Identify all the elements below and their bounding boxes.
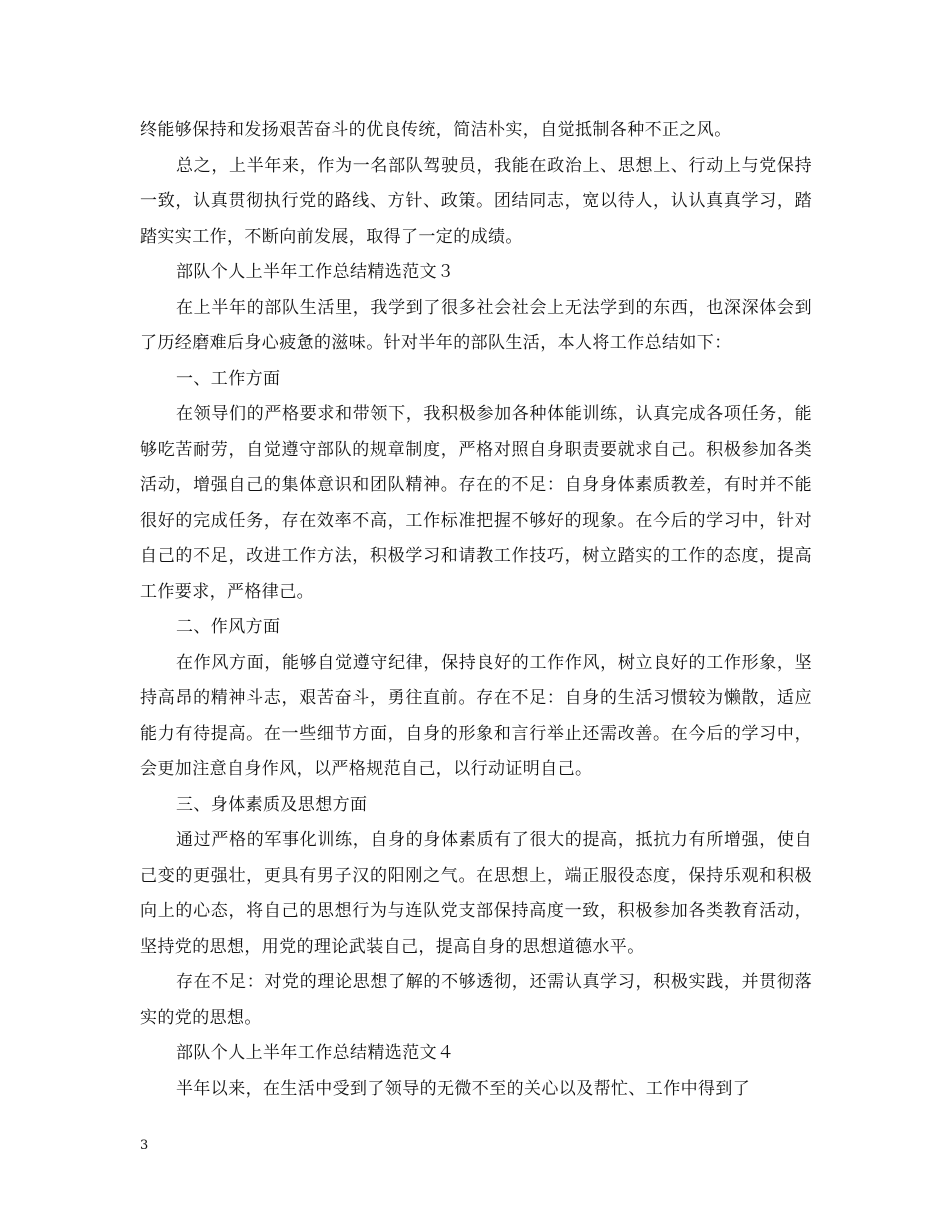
subheading-work: 一、工作方面 xyxy=(176,368,281,389)
paragraph-intro: 在上半年的部队生活里，我学到了很多社会社会上无法学到的东西，也深深体会到了历经磨难后身心疲惫的滋味。针对半年的部队生活，本人将工作总结如下： xyxy=(140,297,812,353)
document-body xyxy=(140,113,812,1107)
section-heading-sample-3: 部队个人上半年工作总结精选范文３ xyxy=(176,262,455,282)
paragraph-2: 总之，上半年来，作为一名部队驾驶员，我能在政治上、思想上、行动上与党保持一致，认真贯彻执行党的路线、方针、政策。团结同志，宽以待人，认认真真学习，踏踏实实工作，不断向前发展，取得了一定的成绩。 xyxy=(140,155,812,247)
page-number: 3 xyxy=(140,1138,149,1153)
paragraph-fitness-thought: 通过严格的军事化训练，自身的身体素质有了很大的提高，抵抗力有所增强，使自己变的更强壮，更具有男子汉的阳刚之气。在思想上，端正服役态度，保持乐观和积极向上的心态，将自己的思想行为与连队党支部保持高度一致，积极参加各类教育活动，坚持党的思想，用党的理论武装自己，提高自身的思想道德水平。 xyxy=(140,830,812,957)
subheading-style: 二、作风方面 xyxy=(176,617,281,637)
paragraph-work: 在领导们的严格要求和带领下，我积极参加各种体能训练，认真完成各项任务，能够吃苦耐劳，自觉遵守部队的规章制度，严格对照自身职责要就求自己。积极参加各类活动，增强自己的集体意识和团队精神。存在的不足：自身身体素质教差，有时并不能很好的完成任务，存在效率不高，工作标准把握不够好的现象。在今后的学习中，针对自己的不足，改进工作方法，积极学习和请教工作技巧，树立踏实的工作的态度，提高工作要求，严格律己。 xyxy=(140,404,812,602)
section-heading-sample-4: 部队个人上半年工作总结精选范文４ xyxy=(176,1043,455,1063)
subheading-fitness-thought: 三、身体素质及思想方面 xyxy=(176,794,368,815)
paragraph-sample-4-start: 半年以来，在生活中受到了领导的无微不至的关心以及帮忙、工作中得到了 xyxy=(176,1078,751,1099)
paragraph-style: 在作风方面，能够自觉遵守纪律，保持良好的工作作风，树立良好的工作形象，坚持高昂的精神斗志，艰苦奋斗，勇往直前。存在不足：自身的生活习惯较为懒散，适应能力有待提高。在一些细节方面，自身的形象和言行举止还需改善。在今后的学习中，会更加注意自身作风，以严格规范自己，以行动证明自己。 xyxy=(140,652,812,779)
paragraph-shortcomings: 存在不足：对党的理论思想了解的不够透彻，还需认真学习，积极实践，并贯彻落实的党的思想。 xyxy=(140,972,812,1028)
paragraph-1: 终能够保持和发扬艰苦奋斗的优良传统，简洁朴实，自觉抵制各种不正之风。 xyxy=(140,120,732,140)
